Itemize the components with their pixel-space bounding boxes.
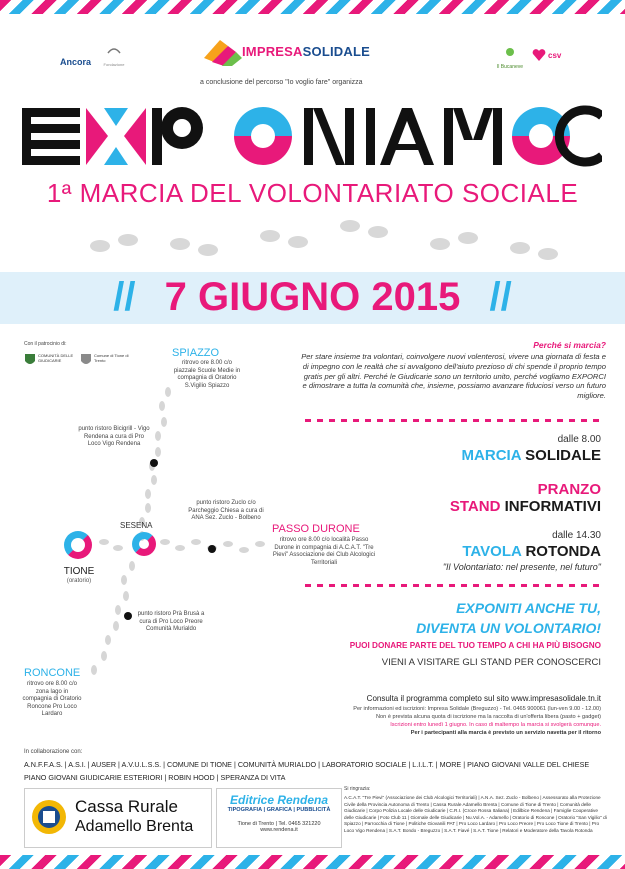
why-question: Perché si marcia? — [533, 340, 606, 350]
heart-icon — [532, 48, 546, 62]
program-stand — [340, 498, 601, 515]
editrice-web: www.rendena.it — [260, 827, 298, 833]
bird-icon — [107, 45, 121, 57]
title-graphic — [22, 104, 602, 174]
cta-line-1: EXPONITI ANCHE TU, — [456, 600, 601, 616]
bank-name-1: Cassa Rurale — [75, 797, 178, 816]
route-dot-vigo — [150, 459, 158, 467]
program-tavola-sub: "Il Volontariato: nel presente, nel futuro" — [442, 562, 601, 572]
cta-line-3: PUOI DONARE PARTE DEL TUO TEMPO A CHI HA PIÙ BISOGNO — [349, 641, 601, 650]
cassa-rurale-logo — [24, 788, 212, 848]
arrows-icon — [202, 36, 242, 66]
date-deco-right: // — [489, 275, 512, 319]
info-line-4: Per i partecipanti alla marcia è previsto un servizio navetta per il ritorno — [410, 730, 601, 736]
separator-1 — [305, 419, 605, 422]
ristoro-pra: punto ristoro Prà Brusà a cura di Pro Loco Preore Comunità Murialdo — [137, 611, 205, 632]
info-line-1: Per informazioni ed iscrizioni: Impresa Solidale (Breguzzo) - Tel. 0465 900061 (lun-ven 9.00 - 12.00) — [353, 706, 601, 712]
bank-emblem-icon — [31, 799, 67, 835]
collab-row-2: PIANO GIOVANI GIUDICARIE ESTERIORI | ROBIN HOOD | SPERANZA DI VITA — [24, 773, 286, 782]
spiazzo-name: SPIAZZO — [172, 347, 220, 359]
info-line-2: Non è prevista alcuna quota di iscrizione ma la raccolta di un'offerta libera (pasto + gadget) — [376, 714, 601, 720]
tione-node — [64, 531, 92, 559]
spiazzo-info: ritrovo ore 8.00 c/o piazzale Scuole Medie in compagnia di Oratorio S.Vigilio Spiazzo — [173, 360, 241, 389]
intro-text: a conclusione del percorso "Io voglio fare" organizza — [200, 79, 363, 86]
bucaneve-logo — [493, 46, 527, 68]
sesena-label: SESENA — [120, 521, 153, 530]
collab-label: In collaborazione con: — [24, 749, 83, 755]
subtitle: 1ª MARCIA DEL VOLONTARIATO SOCIALE — [46, 178, 579, 208]
separator-2 — [305, 584, 605, 587]
bottom-stripe — [0, 855, 625, 869]
bucaneve-label: Il Bucaneve — [496, 64, 524, 70]
editrice-rendena-logo — [216, 788, 342, 848]
footprints-decoration — [60, 214, 580, 264]
date-deco-left: // — [113, 275, 136, 319]
ristoro-vigo: punto ristoro Bicigrill - Vigo Rendena a cura di Pro Loco Vigo Rendena — [78, 426, 150, 447]
thanks-text: A.C.A.T. "Tre Pievi" (Associazione dei Club Alcologici Territoriali) | A.N.A. Sez. Zuclo - Bolbeno | Assessorato alla Protezione Civile della Provincia Autonoma di Trento | Cassa Rurale Adamello Brenta | Comune di Tione di Trento | Comunità delle Giudicarie | Corpo Polizia Locale delle Giudicarie | C.R.I. (Croce Rossa Italiana) | Edilbice Rendena | Famiglie Cooperative delle Giudicarie | Foto Club 11 | Giornale delle Giudicarie | Nu.Vol.A. - Adamello | Oratorio di Roncone | Oratorio "San Vigilio" di Spiazzo | Parrocchia di Tione | Politiche Giovanili PAT | Pro Loco Lardaro | Pro Loco Preore | Pro Loco Tione di Trento | Pro Loco Vigo Rendena | S.A.T. Bondo - Breguzzo | S.A.T. Fiavé | S.A.T. Tione | Relatori e Moderatore della Tavola Rotonda — [344, 795, 607, 833]
editrice-name: Editrice Rendena — [229, 793, 329, 807]
csv-label: csv — [548, 51, 562, 60]
editrice-sub: TIPOGRAFIA | GRAFICA | PUBBLICITÀ — [227, 807, 331, 813]
top-stripe — [0, 0, 625, 14]
program-tavola — [340, 543, 601, 560]
roncone-name: RONCONE — [24, 667, 81, 679]
durone-info: ritrovo ore 8.00 c/o località Passo Durone in compagnia di A.C.A.T. "Tre Pievi" Associazione dei Club Alcologici Territoriali — [272, 537, 376, 566]
fondazione-logo — [100, 44, 128, 66]
tione-label: TIONE — [63, 566, 95, 577]
solidale-word: SOLIDALE — [525, 447, 601, 464]
impresa-solidale-logo — [202, 36, 402, 70]
patronage-entity-2-text: Comune di Tione di Trento — [94, 353, 129, 363]
durone-name: PASSO DURONE — [272, 523, 360, 535]
bank-name-2: Adamello Brenta — [75, 818, 194, 835]
route-dot-pra — [124, 612, 132, 620]
logo-impresa: IMPRESA — [242, 44, 303, 59]
patronage-label: Con il patrocinio di: — [24, 341, 67, 347]
route-dot-zuclo — [208, 545, 216, 553]
stand-word: STAND — [449, 498, 501, 515]
cta-line-2: DIVENTA UN VOLONTARIO! — [416, 620, 601, 636]
logo-solidale: SOLIDALE — [302, 44, 370, 59]
ancora-label: Ancora — [60, 57, 92, 67]
patronage-entity-1-text: COMUNITÀ DELLE GIUDICARIE — [38, 353, 74, 363]
date-line — [0, 275, 625, 320]
main-title — [22, 104, 602, 174]
program-pranzo: PRANZO — [537, 481, 601, 498]
flower-icon — [503, 47, 517, 59]
program-marcia — [340, 447, 601, 464]
informativi-word: INFORMATIVI — [504, 498, 601, 515]
info-site: Consulta il programma completo sul sito www.impresasolidale.tn.it — [366, 694, 601, 703]
footprints-icon — [60, 214, 580, 264]
roncone-info: ritrovo ore 8.00 c/o zona lago in compagnia di Oratorio Roncone Pro Loco Lardaro — [22, 681, 82, 717]
csv-logo — [532, 48, 566, 68]
marcia-word: MARCIA — [461, 447, 521, 464]
program-time-1: dalle 8.00 — [557, 434, 601, 445]
collab-row-1: A.N.F.F.A.S. | A.S.I. | AUSER | A.V.U.L.S.S. | COMUNE DI TIONE | COMUNITÀ MURIALDO | LABORATORIO SOCIALE | L.I.L.T. | MORE | PIANO GIOVANI VALLE DEL CHIESE — [24, 760, 590, 769]
program-time-2: dalle 14.30 — [552, 530, 601, 541]
rotonda-word: ROTONDA — [525, 543, 601, 560]
sesena-node — [132, 532, 156, 556]
tione-sub: (oratorio) — [66, 578, 92, 584]
ristoro-zuclo: punto ristoro Zuclo c/o Parcheggio Chiesa a cura di ANA Sez. Zuclo - Bolbeno — [188, 500, 264, 521]
thanks-label: Si ringrazia: — [344, 786, 371, 792]
info-line-3: Iscrizioni entro lunedì 1 giugno. In caso di maltempo la marcia si svolgerà comunque. — [390, 722, 601, 728]
tavola-word: TAVOLA — [462, 543, 522, 560]
why-text: Per stare insieme tra volontari, coinvolgere nuovi volenterosi, vivere una giornata di festa e di impegno con le realtà che si avvalgono dell'aiuto prezioso di chi spende il proprio tempo gratis per gli altri. Perché le Giudicarie sono un territorio unito, perché vogliamo EXPORCI e dimostrare a tutta la comunità che, insieme, possiamo avanzare fiduciosi verso un futuro migliore. — [301, 352, 606, 401]
editrice-address: Tione di Trento | Tel. 0465 321220 — [237, 821, 321, 827]
fondazione-label: Fondazione — [103, 62, 125, 67]
ancora-logo — [60, 52, 96, 66]
cta-line-4: VIENI A VISITARE GLI STAND PER CONOSCERCI — [381, 657, 601, 668]
date-text: 7 GIUGNO 2015 — [164, 275, 461, 319]
